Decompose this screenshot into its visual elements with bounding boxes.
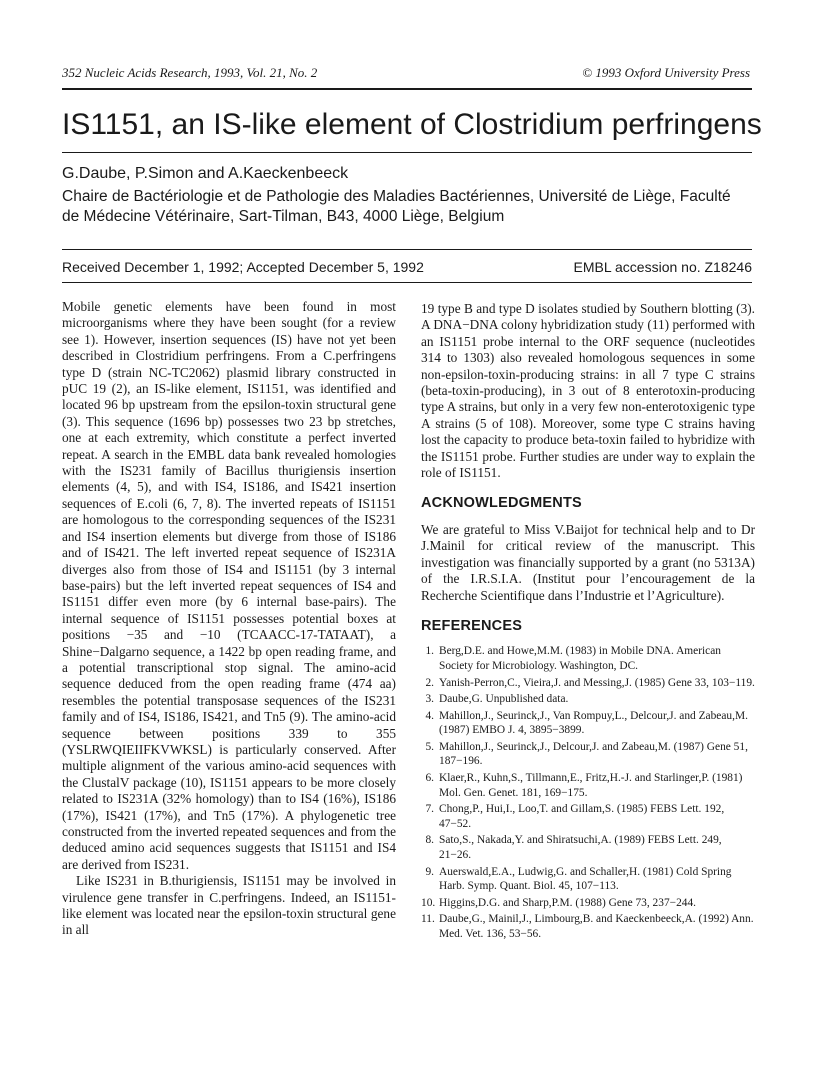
authors: G.Daube, P.Simon and A.Kaeckenbeeck — [62, 165, 349, 182]
left-column — [62, 299, 396, 939]
reference-text: Mahillon,J., Seurinck,J., Van Rompuy,L., Delcour,J. and Zabeau,M. (1987) EMBO J. 4, 3895−3899. — [439, 709, 748, 737]
reference-text: Sato,S., Nakada,Y. and Shiratsuchi,A. (1989) FEBS Lett. 249, 21−26. — [439, 834, 722, 862]
reference-item — [421, 709, 755, 738]
reference-item — [421, 692, 755, 707]
reference-item — [421, 912, 755, 941]
affiliation: Chaire de Bactériologie et de Pathologie des Maladies Bactériennes, Université de Liège, Faculté de Médecine Vétérinaire, Sart-Tilman, B43, 4000 Liège, Belgium — [62, 188, 731, 225]
reference-item — [421, 771, 755, 800]
reference-number: 11. — [421, 913, 435, 926]
reference-text: Klaer,R., Kuhn,S., Tillmann,E., Fritz,H.-J. and Starlinger,P. (1981) Mol. Gen. Genet. 181, 169−175. — [439, 772, 743, 799]
reference-text: Auerswald,E.A., Ludwig,G. and Schaller,H. (1981) Cold Spring Harb. Symp. Quant. Biol. 45, 107−113. — [439, 865, 732, 893]
dates-rule — [62, 282, 752, 283]
reference-number: 3. — [425, 693, 434, 706]
reference-number: 5. — [425, 740, 434, 753]
reference-text: Chong,P., Hui,I., Loo,T. and Gillam,S. (1985) FEBS Lett. 192, 47−52. — [439, 803, 725, 830]
body-paragraph: Mobile genetic elements have been found in most microorganisms where they have been sought (for a review see 1). However, insertion sequences (IS) have not yet been described in Clostridium perfringens. From a C.perfringens type D (strain NC-TC2062) plasmid library constructed in pUC 19 (2), an IS-like element, IS1151, was identified and located 96 bp upstream from the epsilon-toxin structural gene (3). This sequence (1696 bp) possesses two 23 bp stretches, one at each extremity, which constitute a perfect inverted repeat. A search in the EMBL data bank revealed homologies with the IS231 family of Bacillus thurigiensis insertion elements (4, 5), and with IS4, IS186, and IS421 insertion sequences of E.coli (6, 7, 8). The inverted repeats of IS1151 are homologous to the corresponding sequences of the IS231 and IS4 insertion elements but diverge from those of IS186 and of IS421. The left inverted repeat sequence of IS231A diverges also from those of IS4 and IS1151 (by 3 internal base-pairs) but the left inverted repeat sequences of IS4 and IS1151 differ even more (by 6 internal base-pairs). The internal sequence of IS1151 possesses potential boxes at positions −35 and −10 (TCAACC-17-TATAAT), a Shine−Dalgarno sequence, a 1422 bp open reading frame, and a potential transcriptional stop signal. The amino-acid sequence deduced from the open reading frame (474 aa) resembles the potential transposase sequences of the IS231 family and of IS4, IS186, IS421, and Tn5 (9). The amino-acid sequence between positions 339 to 355 (YSLRWQIEIIFKVWKSL) is particularly conserved. After multiple alignment of the various amino-acid sequences with the ClustalV package (10), IS1151 appears to be more closely related to IS231A (32% homology) than to IS4 (16%), IS186 (17%), IS421 (17%), and Tn5 (17%). A phylogenetic tree constructed from the inverted repeated sequences and from the deduced amino acid sequences suggests that IS1151 and IS4 are derived from IS231. — [62, 299, 396, 872]
reference-number: 7. — [425, 803, 434, 816]
copyright-notice: © 1993 Oxford University Press — [582, 65, 750, 80]
reference-item — [421, 740, 755, 769]
reference-number: 6. — [425, 772, 434, 785]
body-paragraph: Like IS231 in B.thurigiensis, IS1151 may be involved in virulence gene transfer in C.perfringens. Indeed, an IS1151-like element was located near the epsilon-toxin structural gene in all — [62, 873, 396, 938]
reference-text: Mahillon,J., Seurinck,J., Delcour,J. and Zabeau,M. (1987) Gene 51, 187−196. — [439, 740, 748, 768]
journal-citation: 352 Nucleic Acids Research, 1993, Vol. 21, No. 2 — [62, 65, 318, 80]
article-title: IS1151, an IS-like element of Clostridium perfringens — [62, 108, 762, 141]
reference-number: 4. — [425, 709, 434, 722]
reference-number: 8. — [425, 834, 434, 847]
acknowledgments-heading: ACKNOWLEDGMENTS — [421, 495, 582, 512]
reference-text: Berg,D.E. and Howe,M.M. (1983) in Mobile DNA. American Society for Microbiology. Washington, DC. — [439, 645, 721, 672]
reference-number: 1. — [425, 645, 434, 658]
reference-list — [421, 644, 755, 941]
acknowledgments-text: We are grateful to Miss V.Baijot for technical help and to Dr J.Mainil for critical review of the manuscript. This investigation was financially supported by a grant (no 5313A) of the I.R.S.I.A. (Institut pour l’encouragement de la Recherche Scientifique dans l’Industrie et l’Agriculture). — [421, 521, 755, 603]
header-rule — [62, 88, 752, 90]
reference-text: Daube,G., Mainil,J., Limbourg,B. and Kaeckenbeeck,A. (1992) Ann. Med. Vet. 136, 53−56. — [439, 913, 754, 940]
reference-item — [421, 676, 755, 691]
reference-text: Higgins,D.G. and Sharp,P.M. (1988) Gene 73, 237−244. — [439, 896, 697, 909]
reference-item — [421, 896, 755, 911]
reference-text: Daube,G. Unpublished data. — [439, 693, 569, 706]
affiliation-rule — [62, 249, 752, 250]
body-paragraph: 19 type B and type D isolates studied by Southern blotting (3). A DNA−DNA colony hybridization study (11) performed with an IS1151 probe internal to the ORF sequence (nucleotides 314 to 1303) also revealed homologous sequences in some non-epsilon-toxin-producing strains: in all 7 type C strains (beta-toxin-producing), in 3 out of 8 enterotoxin-producing type A strains, but only in a very few non-enterotoxigenic type A strains (5 of 108). Moreover, some type C strains having lost the capacity to produce beta-toxin failed to hybridize with the IS1151 probe. Further studies are under way to explain the role of IS1151. — [421, 301, 755, 481]
reference-item — [421, 865, 755, 894]
reference-item — [421, 802, 755, 831]
reference-item — [421, 833, 755, 862]
reference-number: 9. — [425, 865, 434, 878]
received-dates: Received December 1, 1992; Accepted December 5, 1992 — [62, 259, 424, 275]
reference-text: Yanish-Perron,C., Vieira,J. and Messing,J. (1985) Gene 33, 103−119. — [439, 676, 755, 689]
title-rule — [62, 152, 752, 153]
reference-number: 2. — [425, 676, 434, 689]
references-heading: REFERENCES — [421, 617, 523, 634]
reference-number: 10. — [421, 896, 436, 909]
reference-item — [421, 644, 755, 673]
accession-number: EMBL accession no. Z18246 — [573, 259, 752, 275]
right-column — [421, 301, 755, 944]
